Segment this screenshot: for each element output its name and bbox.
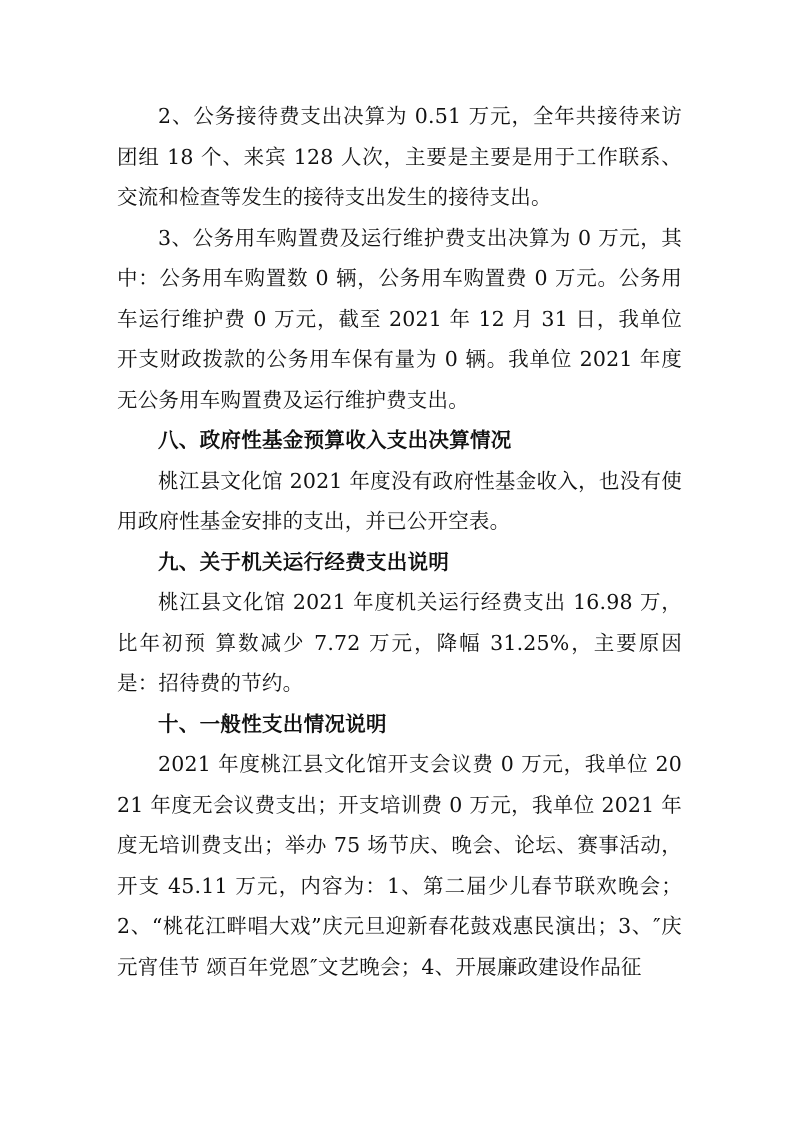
paragraph-operating-expense: 桃江县文化馆 2021 年度机关运行经费支出 16.98 万，比年初预 算数减少 7.72 万元，降幅 31.25%，主要原因是：招待费的节约。	[117, 590, 682, 695]
section-heading-8: 八、政府性基金预算收入支出决算情况	[158, 428, 512, 452]
document-body	[117, 96, 682, 987]
paragraph-vehicle-expense: 3、公务用车购置费及运行维护费支出决算为 0 万元，其中：公务用车购置数 0 辆，公务用车购置费 0 万元。公务用车运行维护费 0 万元，截至 2021 年 12 月 31 日，我单位开支财政拨款的公务用车保有量为 0 辆。我单位 2021 年度无公务用车购置费及运行维护费支出。	[117, 225, 682, 412]
section-heading-9: 九、关于机关运行经费支出说明	[158, 549, 450, 574]
paragraph-government-fund: 桃江县文化馆 2021 年度没有政府性基金收入，也没有使用政府性基金安排的支出，并已公开空表。	[117, 468, 682, 533]
section-heading-10: 十、一般性支出情况说明	[158, 711, 387, 736]
paragraph-reception-expense: 2、公务接待费支出决算为 0.51 万元，全年共接待来访团组 18 个、来宾 128 人次，主要是主要是用于工作联系、交流和检查等发生的接待支出发生的接待支出。	[117, 104, 682, 209]
paragraph-general-expense: 2021 年度桃江县文化馆开支会议费 0 万元，我单位 2021 年度无会议费支出；开支培训费 0 万元，我单位 2021 年度无培训费支出；举办 75 场节庆、晚会、论坛、赛事活动，开支 45.11 万元，内容为：1、第二届少儿春节联欢晚会；2、“桃花江畔唱大戏”庆元旦迎新春花鼓戏惠民演出；3、″庆元宵佳节 颂百年党恩″文艺晚会；4、开展廉政建设作品征	[117, 752, 682, 979]
